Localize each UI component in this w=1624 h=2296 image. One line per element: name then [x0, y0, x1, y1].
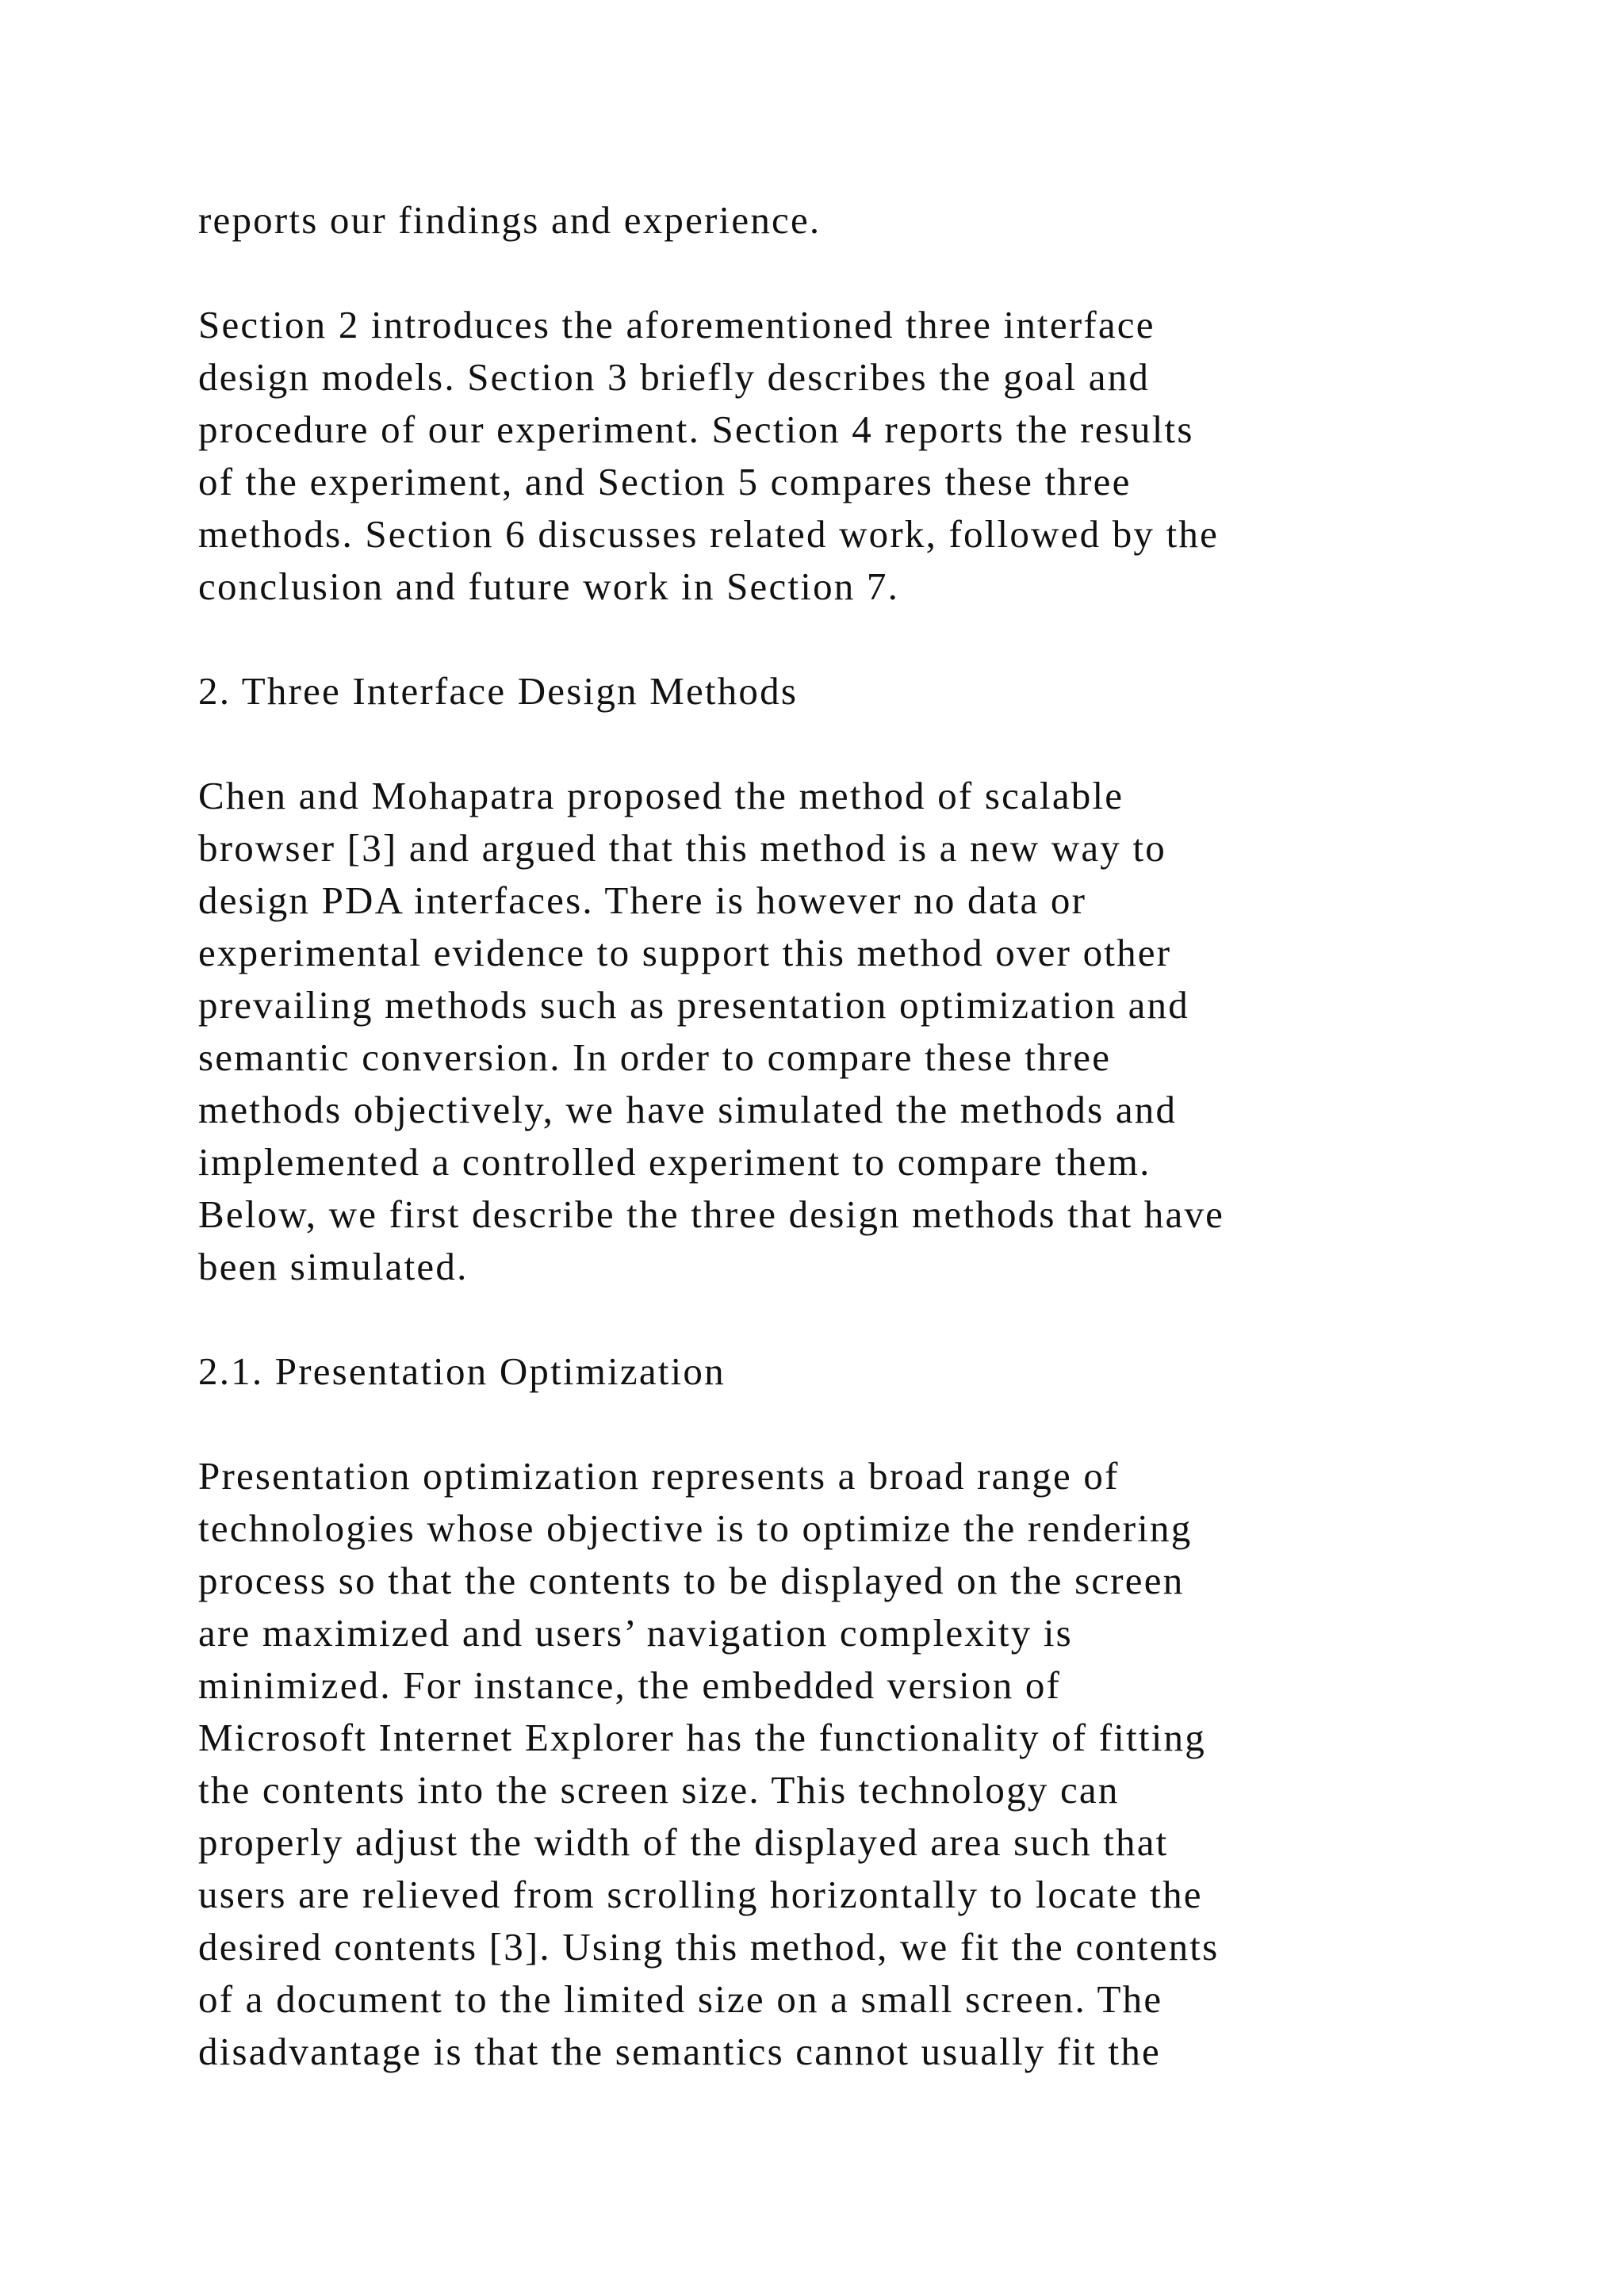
paragraph-line: of the experiment, and Section 5 compares these three	[198, 460, 1132, 503]
section-2-heading-block	[198, 665, 1467, 718]
paragraph-line: Presentation optimization represents a broad range of	[198, 1454, 1120, 1498]
document-body	[198, 194, 1467, 2130]
paragraph-line: browser [3] and argued that this method is a new way to	[198, 826, 1166, 870]
paragraph-line: Below, we first describe the three design methods that have	[198, 1192, 1225, 1236]
paragraph-line: Section 2 introduces the aforementioned three interface	[198, 303, 1155, 346]
paragraph-line: methods objectively, we have simulated the methods and	[198, 1088, 1178, 1131]
paragraph-line: design models. Section 3 briefly describes the goal and	[198, 355, 1151, 399]
paragraph-line: implemented a controlled experiment to compare them.	[198, 1140, 1151, 1184]
paragraph-line: properly adjust the width of the displayed area such that	[198, 1820, 1169, 1864]
subsection-heading: 2.1. Presentation Optimization	[198, 1349, 726, 1393]
paragraph-line: the contents into the screen size. This technology can	[198, 1768, 1120, 1812]
paragraph-line: methods. Section 6 discusses related work, followed by the	[198, 512, 1220, 556]
paragraph-line: conclusion and future work in Section 7.	[198, 564, 900, 608]
paragraph-line: minimized. For instance, the embedded version of	[198, 1663, 1062, 1707]
section-2-1-heading-block	[198, 1345, 1467, 1398]
paragraph-line: procedure of our experiment. Section 4 reports the results	[198, 408, 1194, 451]
opening-paragraph	[198, 194, 1467, 247]
paragraph-line: disadvantage is that the semantics cannot usually fit the	[198, 2030, 1161, 2073]
paragraph-line: process so that the contents to be displayed on the screen	[198, 1559, 1185, 1602]
paragraph-line: users are relieved from scrolling horizontally to locate the	[198, 1873, 1203, 1916]
section-2-1-paragraph	[198, 1450, 1467, 2078]
paragraph-line: of a document to the limited size on a small screen. The	[198, 1977, 1163, 2021]
paragraph-line: technologies whose objective is to optimize the rendering	[198, 1506, 1193, 1550]
paragraph-line: are maximized and users’ navigation complexity is	[198, 1611, 1073, 1655]
section-heading: 2. Three Interface Design Methods	[198, 669, 799, 713]
paragraph-line: experimental evidence to support this method over other	[198, 931, 1172, 974]
paragraph-line: semantic conversion. In order to compare these three	[198, 1035, 1112, 1079]
paragraph-line: been simulated.	[198, 1245, 469, 1288]
paragraph-line: prevailing methods such as presentation optimization and	[198, 983, 1189, 1027]
paragraph-line: design PDA interfaces. There is however no data or	[198, 878, 1087, 922]
intro-paragraph	[198, 299, 1467, 613]
paragraph-line: desired contents [3]. Using this method, we fit the contents	[198, 1925, 1220, 1969]
paragraph-line: Chen and Mohapatra proposed the method of scalable	[198, 774, 1124, 817]
paragraph-line: reports our findings and experience.	[198, 198, 822, 242]
paragraph-line: Microsoft Internet Explorer has the functionality of fitting	[198, 1716, 1206, 1759]
section-2-paragraph	[198, 770, 1467, 1293]
